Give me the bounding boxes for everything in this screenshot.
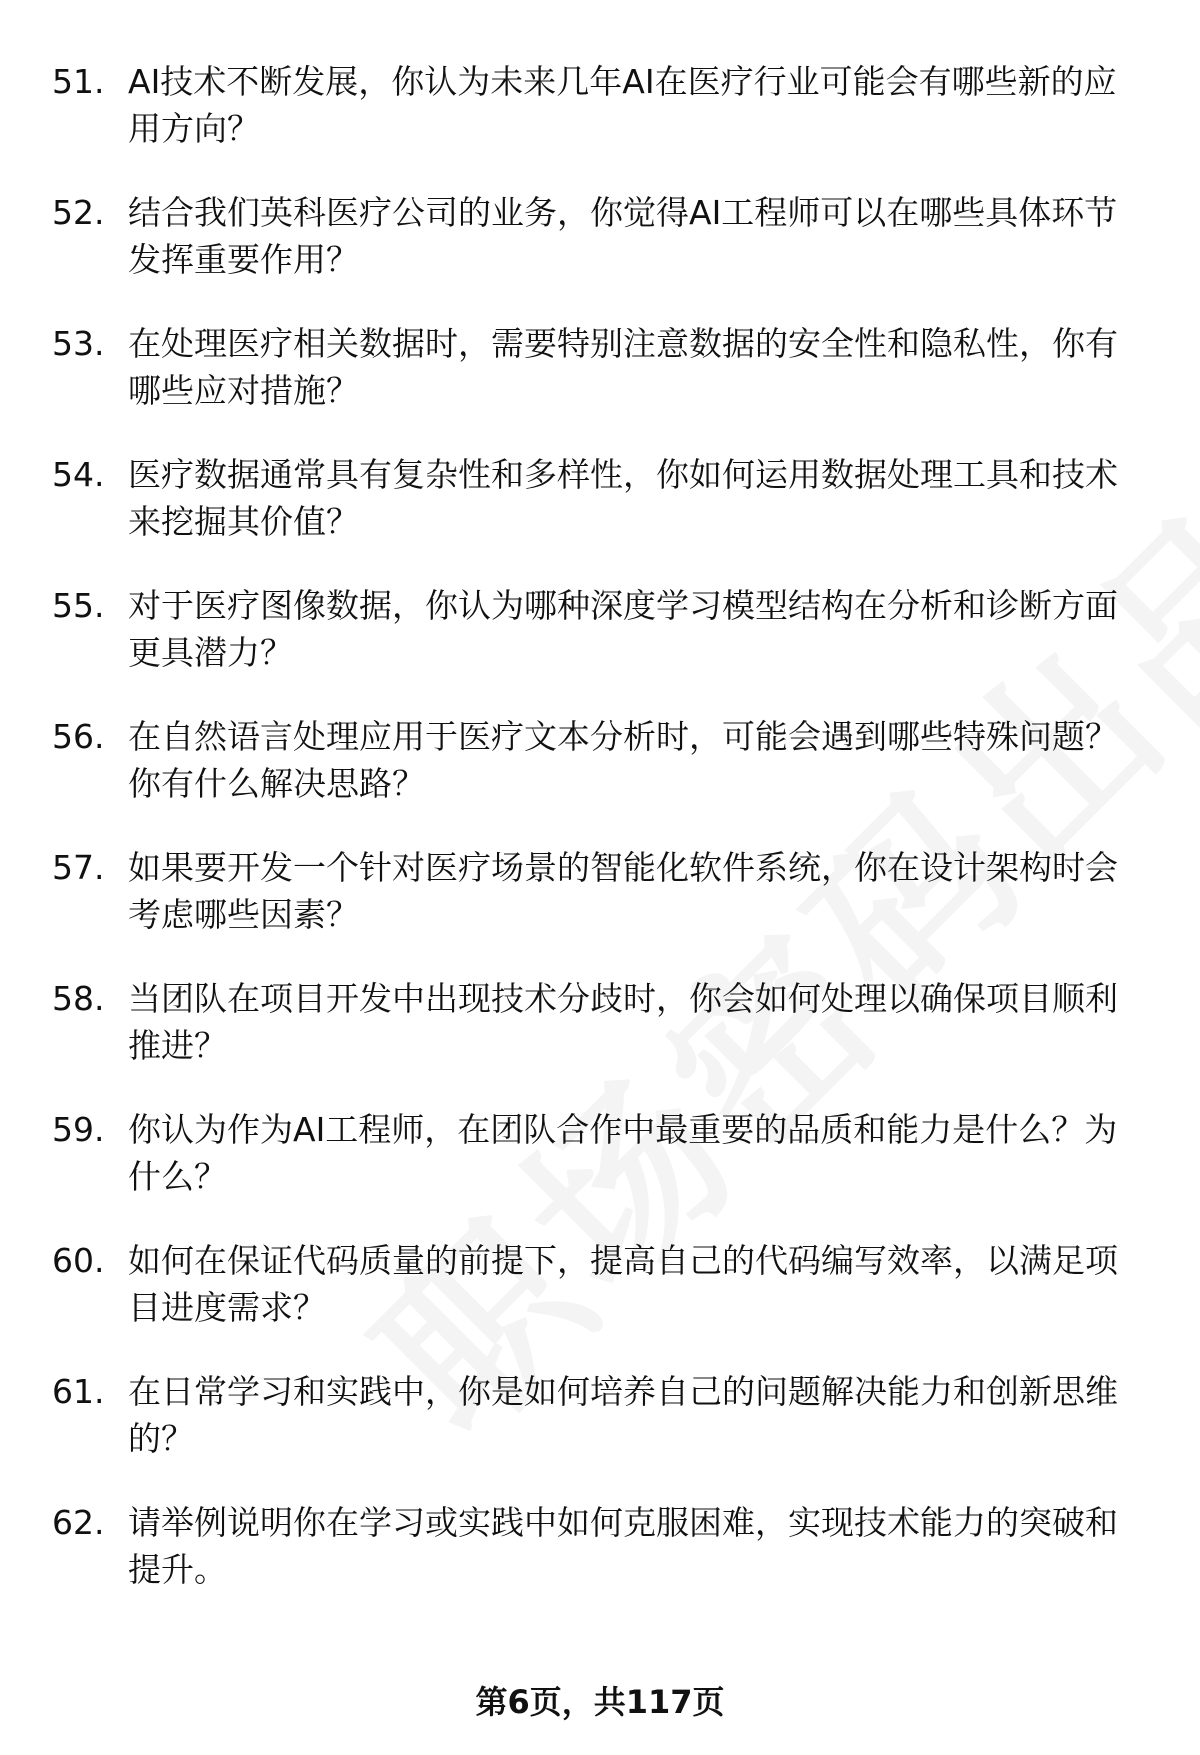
question-item xyxy=(0,1499,1200,1630)
question-number: 55. xyxy=(52,586,105,625)
question-text: 医疗数据通常具有复杂性和多样性，你如何运用数据处理工具和技术来挖掘其价值？ xyxy=(128,455,1118,541)
question-item xyxy=(0,844,1200,975)
question-text: 在日常学习和实践中，你是如何培养自己的问题解决能力和创新思维的？ xyxy=(128,1372,1118,1458)
question-item xyxy=(0,451,1200,582)
question-item xyxy=(0,58,1200,189)
question-number: 53. xyxy=(52,324,105,363)
question-number: 57. xyxy=(52,848,105,887)
question-text: 如果要开发一个针对医疗场景的智能化软件系统，你在设计架构时会考虑哪些因素？ xyxy=(128,848,1118,934)
question-number: 61. xyxy=(52,1372,105,1411)
question-text: 对于医疗图像数据，你认为哪种深度学习模型结构在分析和诊断方面更具潜力？ xyxy=(128,586,1118,672)
question-item xyxy=(0,975,1200,1106)
question-text: 如何在保证代码质量的前提下，提高自己的代码编写效率，以满足项目进度需求？ xyxy=(128,1241,1118,1327)
question-item xyxy=(0,582,1200,713)
question-number: 58. xyxy=(52,979,105,1018)
question-item xyxy=(0,189,1200,320)
question-item xyxy=(0,1237,1200,1368)
question-item xyxy=(0,713,1200,844)
question-number: 52. xyxy=(52,193,105,232)
question-number: 60. xyxy=(52,1241,105,1280)
question-text: 在处理医疗相关数据时，需要特别注意数据的安全性和隐私性，你有哪些应对措施？ xyxy=(128,324,1118,410)
question-item xyxy=(0,1106,1200,1237)
question-number: 62. xyxy=(52,1503,105,1542)
question-text: 你认为作为AI工程师，在团队合作中最重要的品质和能力是什么？为什么？ xyxy=(128,1110,1118,1196)
question-list xyxy=(0,58,1200,1630)
question-item xyxy=(0,1368,1200,1499)
question-number: 51. xyxy=(52,62,105,101)
question-number: 59. xyxy=(52,1110,105,1149)
question-text: 当团队在项目开发中出现技术分歧时，你会如何处理以确保项目顺利推进？ xyxy=(128,979,1118,1065)
question-text: 在自然语言处理应用于医疗文本分析时，可能会遇到哪些特殊问题？你有什么解决思路？ xyxy=(128,717,1118,803)
question-number: 54. xyxy=(52,455,105,494)
question-text: 请举例说明你在学习或实践中如何克服困难，实现技术能力的突破和提升。 xyxy=(128,1503,1118,1589)
question-text: AI技术不断发展，你认为未来几年AI在医疗行业可能会有哪些新的应用方向？ xyxy=(128,62,1117,148)
question-item xyxy=(0,320,1200,451)
question-text: 结合我们英科医疗公司的业务，你觉得AI工程师可以在哪些具体环节发挥重要作用？ xyxy=(128,193,1118,279)
page-number: 第6页，共117页 xyxy=(475,1683,725,1721)
question-number: 56. xyxy=(52,717,105,756)
